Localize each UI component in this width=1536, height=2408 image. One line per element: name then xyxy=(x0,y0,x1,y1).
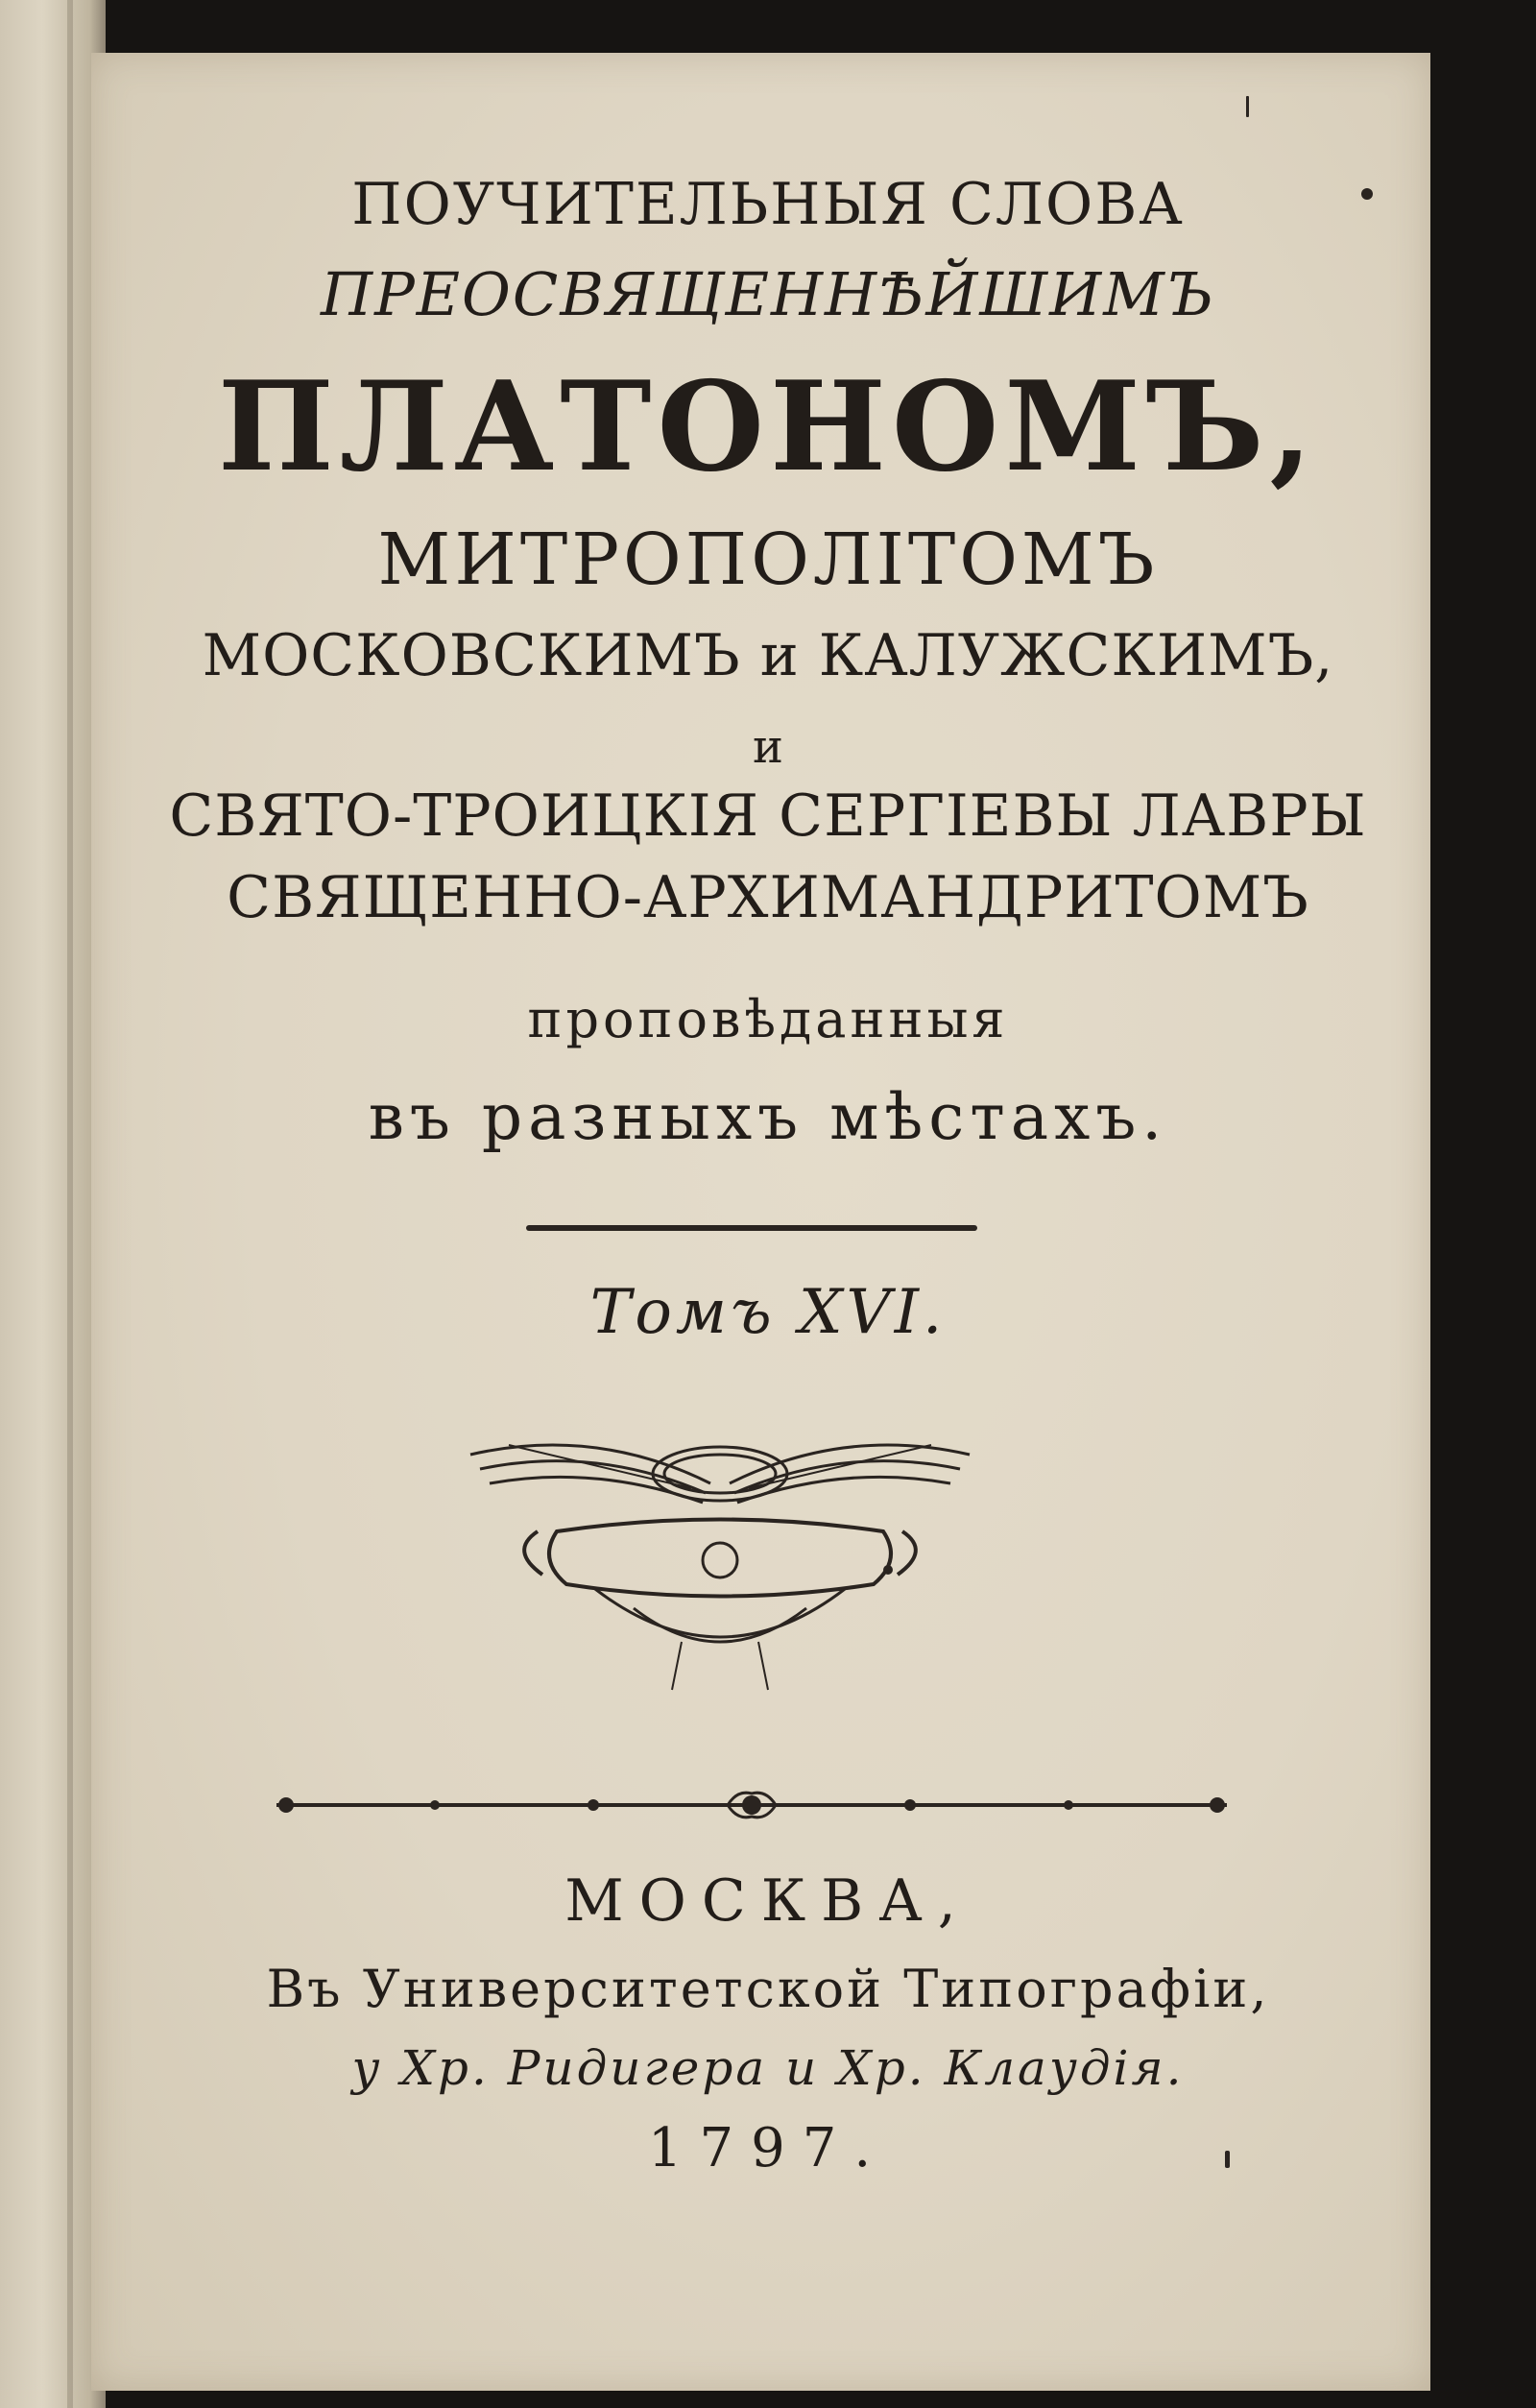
author-title: МИТРОПОЛІТОМЪ xyxy=(377,518,1159,601)
city-name: МОСКВА, xyxy=(564,1867,972,1935)
volume-label: Томъ XVI. xyxy=(589,1277,947,1348)
preached-line: проповѣданныя xyxy=(527,989,1009,1049)
title-line-1: ПОУЧИТЕЛЬНЫЯ СЛОВА xyxy=(351,171,1185,238)
title-line-2: ПРЕОСВЯЩЕННѢЙШИМЪ xyxy=(321,259,1215,329)
press-line-1: Въ Университетской Типографіи, xyxy=(266,1959,1270,2019)
ink-speck xyxy=(1225,2151,1230,2168)
ink-speck xyxy=(1361,188,1373,200)
lavra-line: СВЯТО-ТРОИЦКІЯ СЕРГІЕВЫ ЛАВРЫ xyxy=(169,783,1367,850)
archimandrite-line: СВЯЩЕННО-АРХИМАНДРИТОМЪ xyxy=(227,864,1309,931)
ink-speck xyxy=(1246,96,1249,117)
conjunction-line: и xyxy=(753,720,783,774)
urn-with-wreath-and-palm-branches-icon xyxy=(451,1416,989,1704)
publication-year: 1797. xyxy=(647,2117,889,2179)
decorative-rule-ornament-icon xyxy=(276,1786,1227,1824)
places-line: въ разныхъ мѣстахъ. xyxy=(368,1080,1168,1154)
horizontal-rule xyxy=(526,1225,977,1231)
ink-speck xyxy=(883,1565,893,1575)
diocese-line: МОСКОВСКИМЪ и КАЛУЖСКИМЪ, xyxy=(202,622,1334,689)
author-name: ПЛАТОНОМЪ, xyxy=(217,355,1319,499)
press-line-2: у Хр. Ридигера и Хр. Клаудія. xyxy=(351,2040,1185,2096)
